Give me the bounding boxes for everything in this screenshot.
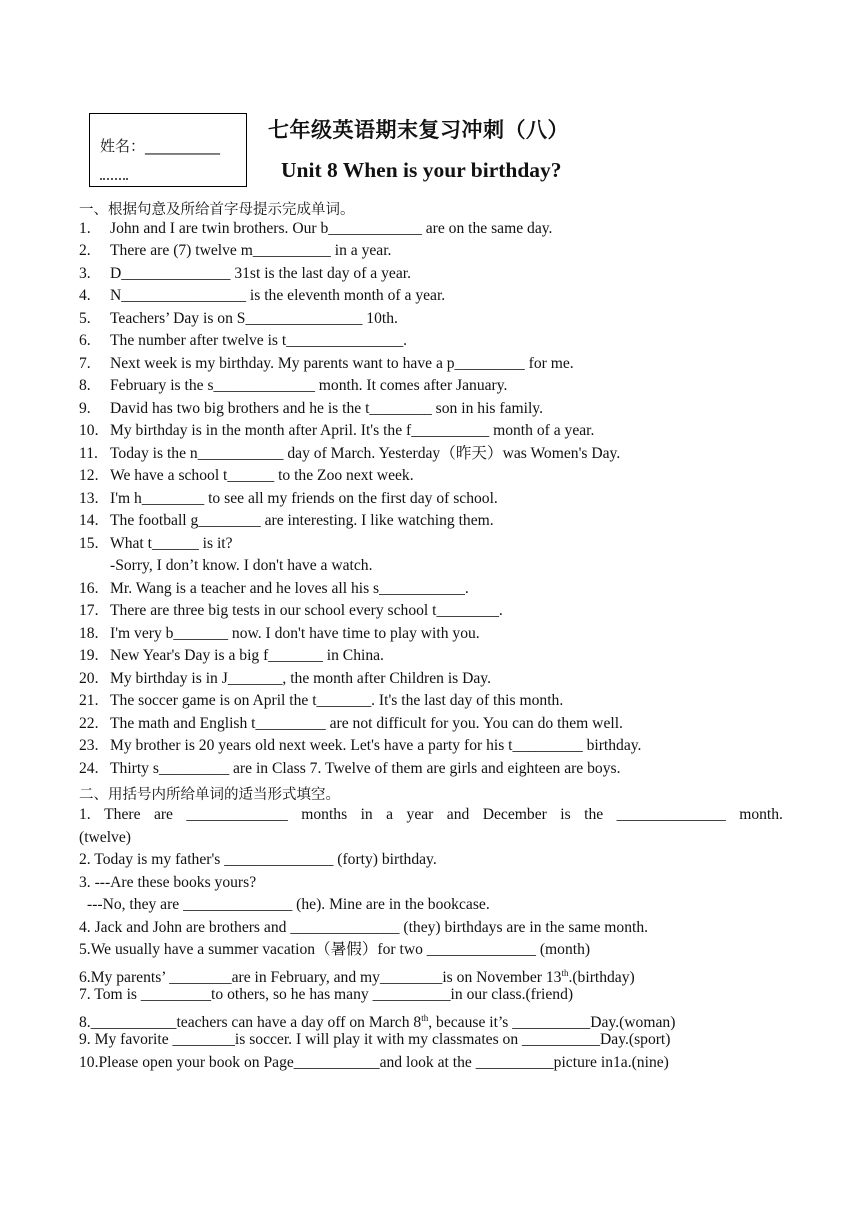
question-item [79,624,480,644]
question-text: David has two big brothers and he is the t________ son in his family. [110,400,543,417]
question-item [79,376,507,396]
page-subtitle: Unit 8 When is your birthday? [281,158,562,182]
page-title: 七年级英语期末复习冲刺（八） [268,118,569,142]
question-item [79,354,574,374]
q1-word: 1. [79,806,91,823]
item15-reply: -Sorry, I don’t know. I don't have a watch. [110,557,373,574]
question-text: February is the s_____________ month. It comes after January. [110,377,508,394]
question-number: 6. [79,332,91,349]
question-text: Mr. Wang is a teacher and he loves all his s___________. [110,580,469,597]
s2-question-7: 7. Tom is _________to others, so he has many __________in our class.(friend) [79,986,574,1003]
question-text: My brother is 20 years old next week. Let's have a party for his t_________ birthday. [110,737,642,754]
question-item [79,421,594,441]
s2-question-3b: ---No, they are ______________ (he). Mine are in the bookcase. [87,896,490,913]
question-text: I'm h________ to see all my friends on the first day of school. [110,490,498,507]
q1-word: _____________ [186,806,288,823]
question-text: What t______ is it? [110,535,233,552]
question-text: Teachers’ Day is on S_______________ 10th. [110,310,398,327]
question-number: 24. [79,760,99,777]
question-number: 5. [79,310,91,327]
s2-question-1-hint: (twelve) [79,829,131,846]
s2-question-5: 5.We usually have a summer vacation（暑假）for two ______________ (month) [79,941,591,958]
question-item [79,444,620,464]
question-number: 14. [79,512,99,529]
question-text: There are three big tests in our school every school t________. [110,602,503,619]
question-number: 18. [79,625,99,642]
q1-word: in [360,806,373,823]
question-text: Today is the n___________ day of March. Yesterday（昨天）was Women's Day. [110,445,621,462]
question-text: There are (7) twelve m__________ in a year. [110,242,392,259]
question-number: 8. [79,377,91,394]
question-text: My birthday is in the month after April. It's the f__________ month of a year. [110,422,595,439]
s2-question-3a: 3. ---Are these books yours? [79,874,257,891]
section2-heading: 二、用括号内所给单词的适当形式填空。 [79,787,340,803]
cut-off-label [100,178,128,187]
question-item [79,579,469,599]
question-text: Thirty s_________ are in Class 7. Twelve of them are girls and eighteen are boys. [110,760,621,777]
question-item [79,489,498,509]
name-box [89,113,247,187]
q1-word: and [446,806,470,823]
question-number: 16. [79,580,99,597]
q1-word: December [482,806,547,823]
question-text: The football g________ are interesting. I like watching them. [110,512,494,529]
question-item [79,691,563,711]
question-number: 10. [79,422,99,439]
question-number: 11. [79,445,98,462]
q1-word: the [584,806,604,823]
question-text: My birthday is in J_______, the month after Children is Day. [110,670,491,687]
q8-text: 8.___________teachers can have a day off on March 8 [79,1014,422,1032]
q6-text: 6.My parents’ ________are in February, and my________is on November 13 [79,969,562,987]
q6-sup: th [561,968,569,978]
q8-sup: th [421,1013,429,1023]
question-number: 12. [79,467,99,484]
question-item [79,714,623,734]
q1-word: are [153,806,173,823]
s2-question-9: 9. My favorite ________is soccer. I will play it with my classmates on __________Day.(sport) [79,1031,671,1048]
question-number: 3. [79,265,91,282]
question-number: 19. [79,647,99,664]
question-text: We have a school t______ to the Zoo next week. [110,467,414,484]
question-text: D______________ 31st is the last day of a year. [110,265,412,282]
q1-word: There [104,806,141,823]
question-item [79,669,491,689]
question-item [79,759,621,779]
s2-question-10: 10.Please open your book on Page___________and look at the __________picture in1a.(nine) [79,1054,669,1071]
question-number: 13. [79,490,99,507]
question-number: 23. [79,737,99,754]
question-number: 15. [79,535,99,552]
question-number: 20. [79,670,99,687]
q6-end: .(birthday) [568,969,635,987]
question-number: 21. [79,692,99,709]
name-label: 姓名：__________ [100,137,221,155]
q1-word: a [386,806,394,823]
question-item [79,601,503,621]
question-item [79,466,414,486]
question-text: The soccer game is on April the t_______. It's the last day of this month. [110,692,564,709]
question-text: John and I are twin brothers. Our b____________ are on the same day. [110,220,553,237]
question-text: The math and English t_________ are not difficult for you. You can do them well. [110,715,623,732]
question-number: 7. [79,355,91,372]
question-text: Next week is my birthday. My parents want to have a p_________ for me. [110,355,574,372]
question-item [79,646,384,666]
q1-word: ______________ [616,806,726,823]
question-item [79,534,233,554]
s2-question-2: 2. Today is my father's ______________ (forty) birthday. [79,851,437,868]
question-item [79,286,445,306]
question-text: N________________ is the eleventh month of a year. [110,287,446,304]
section1-heading: 一、根据句意及所给首字母提示完成单词。 [79,202,355,218]
question-item [79,309,398,329]
s2-question-1 [79,805,783,825]
question-text: The number after twelve is t_______________. [110,332,408,349]
q1-word: month. [739,806,783,823]
question-item [79,331,407,351]
question-item [79,241,391,261]
question-text: New Year's Day is a big f_______ in China. [110,647,384,664]
q8-end: , because it’s __________Day.(woman) [428,1014,676,1032]
question-number: 9. [79,400,91,417]
question-text: I'm very b_______ now. I don't have time to play with you. [110,625,480,642]
question-item [79,399,543,419]
q1-word: is [560,806,571,823]
question-number: 22. [79,715,99,732]
question-number: 17. [79,602,99,619]
question-item [79,511,494,531]
q1-word: months [301,806,348,823]
question-number: 2. [79,242,91,259]
question-item [79,219,552,239]
question-number: 1. [79,220,91,237]
question-item [79,264,411,284]
q1-word: year [406,806,434,823]
question-item [79,736,641,756]
question-number: 4. [79,287,91,304]
s2-question-4: 4. Jack and John are brothers and ______________ (they) birthdays are in the same month. [79,919,649,936]
